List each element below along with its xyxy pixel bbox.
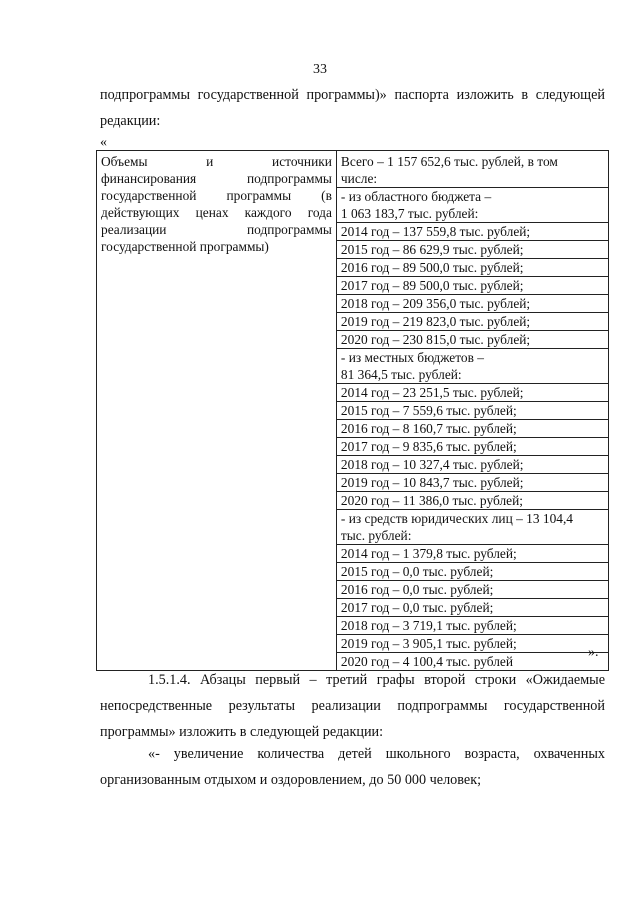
label-line: государственной программы) [101,239,269,254]
funding-line: 2019 год – 219 823,0 тыс. рублей; [337,313,608,331]
funding-line: 2020 год – 230 815,0 тыс. рублей; [337,331,608,349]
funding-line: 2017 год – 0,0 тыс. рублей; [337,599,608,617]
label-line: реализации подпрограммы [101,222,332,237]
paragraph-2 [100,741,605,793]
funding-line: 2017 год – 89 500,0 тыс. рублей; [337,277,608,295]
paragraph-1-text: 1.5.1.4. Абзацы первый – третий графы второй строки «Ожидаемые непосредственные результаты реализации подпрограммы государственной программы» изложить в следующей редакции: [100,672,605,740]
paragraph-1 [100,667,605,745]
funding-line: 2016 год – 8 160,7 тыс. рублей; [337,420,608,438]
intro-paragraph: подпрограммы государственной программы)» паспорта изложить в следующей редакции: [100,87,605,129]
funding-label-cell [97,151,337,671]
funding-line: 2016 год – 0,0 тыс. рублей; [337,581,608,599]
label-line: действующих ценах каждого года [101,205,332,220]
funding-line: 2018 год – 3 719,1 тыс. рублей; [337,617,608,635]
funding-value-cell [336,151,608,671]
funding-line: числе: [337,170,608,188]
opening-quote-mark: « [100,135,107,150]
funding-line: 2018 год – 10 327,4 тыс. рублей; [337,456,608,474]
funding-line: - из местных бюджетов – [340,350,484,365]
label-line: Объемы и источники [101,154,332,169]
funding-line: 2014 год – 1 379,8 тыс. рублей; [337,545,608,563]
paragraph-2-text: «- увеличение количества детей школьного возраста, охваченных организованным отдыхом и оздоровлением, до 50 000 человек; [100,746,605,788]
funding-line: 2014 год – 23 251,5 тыс. рублей; [337,384,608,402]
funding-line: Всего – 1 157 652,6 тыс. рублей, в том [340,154,558,169]
label-line: финансирования подпрограммы [101,171,332,186]
funding-line: 2016 год – 89 500,0 тыс. рублей; [337,259,608,277]
funding-line: 1 063 183,7 тыс. рублей: [337,205,608,223]
page-number: 33 [313,62,327,77]
funding-line: 2019 год – 10 843,7 тыс. рублей; [337,474,608,492]
funding-line: 2015 год – 0,0 тыс. рублей; [337,563,608,581]
funding-row [97,151,609,671]
funding-line: 2015 год – 7 559,6 тыс. рублей; [337,402,608,420]
funding-line: - из средств юридических лиц – 13 104,4 [340,511,574,526]
funding-line: 2014 год – 137 559,8 тыс. рублей; [337,223,608,241]
funding-line: 2019 год – 3 905,1 тыс. рублей; [337,635,608,653]
funding-line: 2020 год – 4 100,4 тыс. рублей [340,654,514,669]
funding-line: 2017 год – 9 835,6 тыс. рублей; [337,438,608,456]
funding-line: - из областного бюджета – [340,189,492,204]
funding-line: 2018 год – 209 356,0 тыс. рублей; [337,295,608,313]
closing-quote-mark: ». [588,645,599,660]
label-line: государственной программы (в [101,188,332,203]
passport-table [96,150,609,671]
funding-line: 2015 год – 86 629,9 тыс. рублей; [337,241,608,259]
funding-line: 81 364,5 тыс. рублей: [337,366,608,384]
funding-line: тыс. рублей: [337,527,608,545]
funding-line: 2020 год – 11 386,0 тыс. рублей; [337,492,608,510]
